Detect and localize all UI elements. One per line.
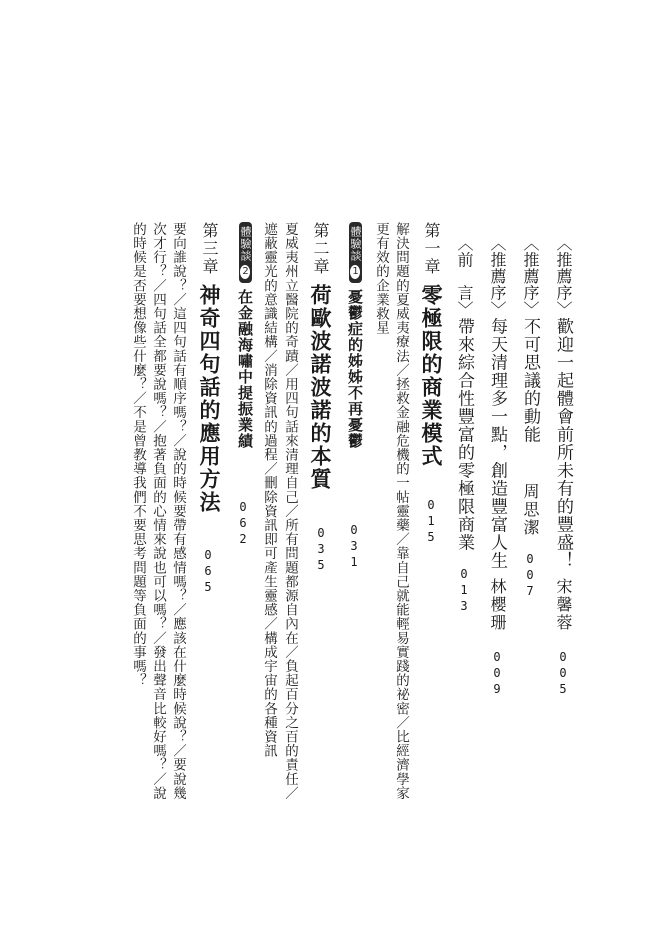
preface-title: 每天清理多一點，創造豐富人生 bbox=[487, 317, 507, 570]
chapter-1-desc-line: 解決問題的夏威夷療法／拯救金融危機的一帖靈藥／靠自己就能輕易實踐的祕密／比經濟學家 bbox=[393, 222, 409, 801]
preface-entry-1[interactable] bbox=[554, 235, 571, 570]
chapter-3-heading[interactable] bbox=[198, 222, 219, 514]
chapter-label: 第三章 bbox=[200, 222, 219, 276]
chapter-2-page: 035 bbox=[314, 526, 328, 574]
chapter-1-page: 015 bbox=[424, 498, 438, 546]
chapter-title: 零極限的商業模式 bbox=[419, 284, 443, 468]
experience-badge: 體驗談2 bbox=[239, 222, 252, 283]
chapter-2-heading[interactable] bbox=[309, 222, 330, 491]
experience-1-heading[interactable] bbox=[347, 222, 363, 449]
chapter-label: 第二章 bbox=[311, 222, 330, 276]
experience-number: 1 bbox=[350, 266, 361, 278]
experience-2-heading[interactable] bbox=[237, 222, 253, 449]
preface-page-2: 007 bbox=[523, 552, 537, 600]
preface-page-4: 013 bbox=[457, 567, 471, 615]
chapter-2-desc-line: 夏威夷州立醫院的奇蹟／用四句話來清理自己／所有問題都源自內在／負起百分之百的責任／ bbox=[282, 222, 298, 801]
preface-title: 歡迎一起體會前所未有的豐盛！ bbox=[553, 317, 573, 570]
chapter-3-desc-line: 要向誰說？／這四句話有順序嗎？／說的時候要帶有感情嗎？／應該在什麼時候說？／要說幾 bbox=[170, 222, 186, 801]
chapter-3-desc-line: 次才行？／四句話全都要說嗎？／抱著負面的心情來說也可以嗎？／發出聲音比較好嗎？／說 bbox=[150, 222, 166, 801]
experience-1-page: 031 bbox=[347, 523, 361, 571]
preface-label: 〈推薦序〉 bbox=[521, 235, 540, 318]
preface-page-3: 009 bbox=[490, 650, 504, 698]
experience-badge: 體驗談1 bbox=[349, 222, 362, 283]
chapter-title: 荷歐波諾波諾的本質 bbox=[308, 284, 332, 491]
preface-entry-2[interactable] bbox=[521, 235, 538, 444]
preface-page-1: 005 bbox=[556, 650, 570, 698]
preface-entry-4[interactable] bbox=[455, 235, 472, 552]
experience-number: 2 bbox=[240, 266, 251, 278]
chapter-title: 神奇四句話的應用方法 bbox=[197, 284, 221, 514]
experience-title: 憂鬱症的姊姊不再憂鬱 bbox=[346, 289, 364, 449]
preface-label: 〈前 言〉 bbox=[455, 235, 474, 318]
preface-label: 〈推薦序〉 bbox=[488, 235, 507, 318]
preface-entry-3[interactable] bbox=[488, 235, 505, 570]
preface-title: 不可思議的動能 bbox=[520, 317, 540, 444]
chapter-1-desc-line: 更有效的企業救星 bbox=[373, 222, 389, 335]
preface-label: 〈推薦序〉 bbox=[554, 235, 573, 318]
chapter-label: 第一章 bbox=[422, 222, 441, 276]
experience-2-page: 062 bbox=[236, 500, 250, 548]
chapter-3-desc-line: 的時候是否要想像些什麼？／不是曾教導我們不要思考問題等負面的事嗎？ bbox=[130, 222, 146, 688]
chapter-3-page: 065 bbox=[201, 548, 215, 596]
preface-author-1: 宋馨蓉 bbox=[554, 578, 573, 632]
preface-author-2: 周思潔 bbox=[521, 483, 540, 537]
experience-title: 在金融海嘯中提振業績 bbox=[236, 289, 254, 449]
preface-title: 帶來綜合性豐富的零極限商業 bbox=[454, 317, 474, 552]
chapter-2-desc-line: 遮蔽靈光的意識結構／消除資訊的過程／刪除資訊即可產生靈感／構成宇宙的各種資訊 bbox=[261, 222, 277, 758]
preface-author-3: 林櫻珊 bbox=[488, 578, 507, 632]
chapter-1-heading[interactable] bbox=[420, 222, 441, 468]
